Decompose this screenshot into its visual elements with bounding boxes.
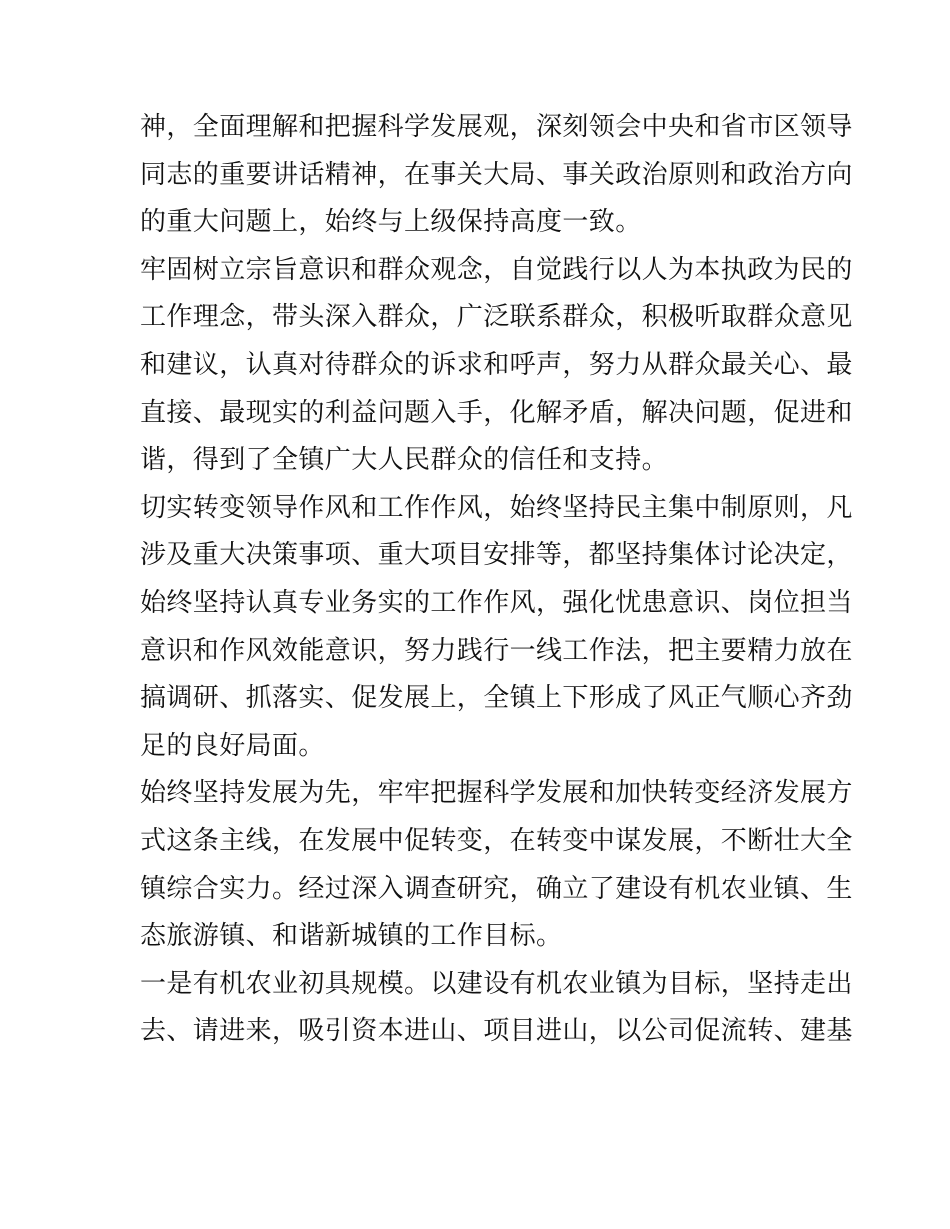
- text-line: 式这条主线，在发展中促转变，在转变中谋发展，不断壮大全: [140, 825, 853, 856]
- text-line: 工作理念，带头深入群众，广泛联系群众，积极听取群众意见: [140, 302, 853, 333]
- text-line: 态旅游镇、和谐新城镇的工作目标。: [140, 921, 563, 952]
- text-line: 始终坚持发展为先，牢牢把握科学发展和加快转变经济发展方: [140, 778, 853, 809]
- text-line: 直接、最现实的利益问题入手，化解矛盾，解决问题，促进和: [140, 397, 853, 428]
- text-line: 一是有机农业初具规模。以建设有机农业镇为目标，坚持走出: [140, 968, 853, 999]
- text-line: 足的良好局面。: [140, 730, 325, 761]
- paragraph-2: [140, 247, 853, 485]
- text-line: 镇综合实力。经过深入调查研究，确立了建设有机农业镇、生: [140, 873, 853, 904]
- text-line: 牢固树立宗旨意识和群众观念，自觉践行以人为本执政为民的: [140, 254, 853, 285]
- text-line: 谐，得到了全镇广大人民群众的信任和支持。: [140, 445, 669, 476]
- paragraph-1: [140, 104, 853, 247]
- text-line: 的重大问题上，始终与上级保持高度一致。: [140, 207, 642, 238]
- paragraph-3: [140, 485, 853, 771]
- text-line: 去、请进来，吸引资本进山、项目进山，以公司促流转、建基: [140, 1016, 853, 1047]
- text-line: 搞调研、抓落实、促发展上，全镇上下形成了风正气顺心齐劲: [140, 683, 853, 714]
- paragraph-5: [140, 961, 853, 1056]
- text-line: 始终坚持认真专业务实的工作作风，强化忧患意识、岗位担当: [140, 587, 853, 618]
- document-body: [140, 104, 853, 1056]
- text-line: 切实转变领导作风和工作作风，始终坚持民主集中制原则，凡: [140, 492, 853, 523]
- text-line: 神，全面理解和把握科学发展观，深刻领会中央和省市区领导: [140, 112, 853, 142]
- text-line: 同志的重要讲话精神，在事关大局、事关政治原则和政治方向: [140, 159, 853, 190]
- text-line: 意识和作风效能意识，努力践行一线工作法，把主要精力放在: [140, 635, 853, 666]
- text-line: 涉及重大决策事项、重大项目安排等，都坚持集体讨论决定，: [140, 540, 853, 571]
- paragraph-4: [140, 770, 853, 960]
- text-line: 和建议，认真对待群众的诉求和呼声，努力从群众最关心、最: [140, 349, 853, 380]
